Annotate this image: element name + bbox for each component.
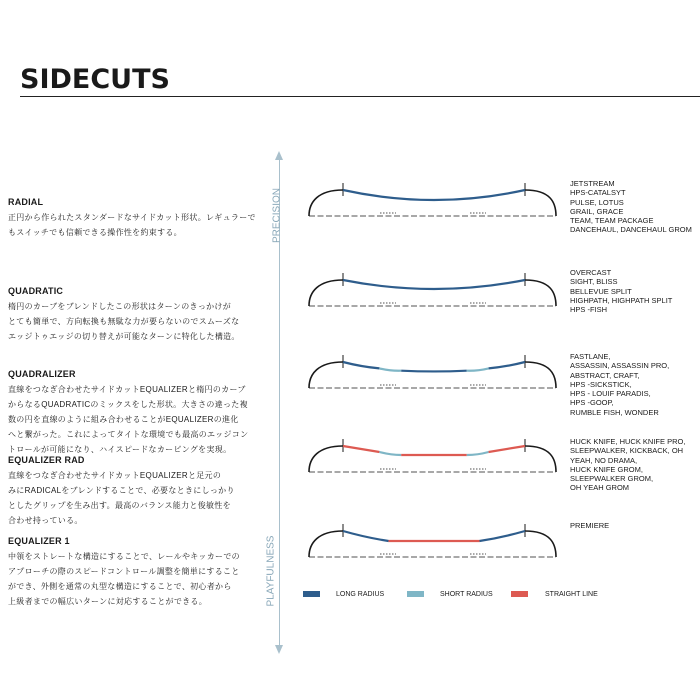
axis-label-precision: PRECISION	[271, 188, 283, 244]
board-tail	[525, 446, 556, 472]
legend-swatch-long-radius	[303, 591, 320, 597]
legend-swatch-straight-line	[511, 591, 528, 597]
model-name: FASTLANE,	[570, 352, 611, 361]
model-name: DANCEHAUL, DANCEHAUL GROM	[570, 225, 692, 235]
model-name: HUCK KNIFE, HUCK KNIFE PRO,	[570, 437, 686, 446]
text-line: ができ、外側を通常の丸型な構造にすることで、初心者から	[8, 582, 232, 591]
sidecut-name: QUADRATIC	[8, 286, 64, 296]
model-name: HPS - LOUIF PARADIS,	[570, 389, 651, 399]
board-tail	[525, 280, 556, 306]
text-line: 楕円のカーブをブレンドしたこの形状はターンのきっかけが	[8, 302, 232, 311]
model-name: HPS-CATALSYT	[570, 188, 626, 198]
sidecut-name: EQUALIZER 1	[8, 536, 70, 546]
sidecut-segment	[343, 446, 379, 452]
sidecut-segment	[379, 452, 401, 455]
text-line: もスイッチでも信頼できる操作性を約束する。	[8, 228, 182, 237]
model-name: OH YEAH GROM	[570, 483, 630, 493]
sidecut-segment	[343, 531, 389, 541]
model-name: HPS -SICKSTICK,	[570, 379, 632, 389]
sidecut-segment	[467, 452, 489, 455]
model-name: HPS -GOOP,	[570, 398, 614, 408]
model-name: SLEEPWALKER, KICKBACK, OH	[570, 446, 684, 456]
models-quadratic	[570, 268, 698, 314]
text-line: 直線をつなぎ合わせたサイドカットEQUALIZERと楕円のカーブ	[8, 385, 246, 394]
text-line: 上級者までの幅広いターンに対応することができる。	[8, 597, 208, 606]
model-name: YEAH, NO DRAMA,	[570, 455, 638, 465]
text-line: 正円から作られたスタンダードなサイドカット形状。レギュラーで	[8, 213, 256, 222]
board-equalizer-1	[309, 524, 556, 557]
board-tip	[309, 190, 343, 216]
model-name: TEAM, TEAM PACKAGE	[570, 216, 654, 226]
text-line: 数の円を直線のように組み合わせることがEQUALIZERの進化	[8, 415, 239, 424]
board-tip	[309, 446, 343, 472]
sidecut-segment	[489, 446, 525, 452]
model-name: PULSE, LOTUS	[570, 197, 624, 207]
sidecut-segment	[379, 368, 401, 370]
board-tail	[525, 362, 556, 388]
axis-label-playfulness: PLAYFULNESS	[265, 535, 277, 607]
page-title: SIDECUTS	[20, 64, 170, 95]
text-line: としたグリップを生み出す。最高のバランス能力と俊敏性を	[8, 501, 231, 510]
sidecut-segment	[467, 368, 489, 370]
model-name: PREMIERE	[570, 521, 610, 530]
board-radial	[309, 183, 556, 216]
text-line: アプローチの際のスピードコントロール調整を簡単にすること	[8, 567, 240, 576]
text-line: トロールが可能になり、ハイスピードなカービングを実現。	[8, 445, 232, 454]
sidecut-name: EQUALIZER RAD	[8, 455, 85, 465]
model-name: OVERCAST	[570, 268, 612, 277]
text-line: みにRADICALをブレンドすることで、必要なときにしっかり	[8, 486, 235, 495]
text-line: 直線をつなぎ合わせたサイドカットEQUALIZERと足元の	[8, 471, 222, 480]
models-quadralizer	[570, 352, 698, 417]
model-name: GRAIL, GRACE	[570, 206, 624, 216]
board-tail	[525, 531, 556, 557]
model-name: JETSTREAM	[570, 179, 615, 188]
text-line: とても簡単で、方向転換も無駄な力が要らないのでスムーズな	[8, 317, 240, 326]
sidecut-segment	[343, 362, 379, 368]
model-name: HIGHPATH, HIGHPATH SPLIT	[570, 295, 673, 305]
legend-label-long-radius: LONG RADIUS	[336, 591, 385, 598]
text-line: エッジトゥエッジの切り替えが可能なターンに特化した構造。	[8, 332, 240, 341]
text-line: 中領をストレートな構造にすることで、レールやキッカーでの	[8, 552, 240, 561]
models-equalizer-rad	[570, 437, 698, 493]
model-name: SIGHT, BLISS	[570, 277, 618, 287]
sidecut-name: RADIAL	[8, 197, 44, 207]
models-equalizer-1	[570, 521, 698, 530]
sidecut-segment	[401, 371, 467, 372]
text-line: へと繋がった。これによってタイトな環境でも最高のエッジコン	[8, 430, 249, 439]
sidecut-segment	[343, 280, 525, 289]
sidecut-segment	[489, 362, 525, 368]
legend-label-short-radius: SHORT RADIUS	[440, 591, 493, 598]
model-name: ABSTRACT, CRAFT,	[570, 370, 640, 380]
model-name: HPS -FISH	[570, 305, 608, 315]
models-radial	[570, 179, 698, 235]
model-name: BELLEVUE SPLIT	[570, 286, 632, 296]
model-name: RUMBLE FISH, WONDER	[570, 407, 659, 417]
model-name: HUCK KNIFE GROM,	[570, 464, 643, 474]
text-line: 合わせ持っている。	[8, 516, 83, 525]
sidecut-segment	[343, 190, 525, 200]
sidecut-name: QUADRALIZER	[8, 369, 76, 379]
board-tip	[309, 531, 343, 557]
board-quadralizer	[309, 355, 556, 388]
board-equalizer-rad	[309, 439, 556, 472]
board-tip	[309, 280, 343, 306]
model-name: ASSASSIN, ASSASSIN PRO,	[570, 361, 670, 371]
legend-swatch-short-radius	[407, 591, 424, 597]
sidecut-segment	[480, 531, 526, 541]
text-line: からなるQUADRATICのミックスをした形状。大きさの違った複	[8, 400, 248, 409]
legend-label-straight-line: STRAIGHT LINE	[545, 591, 598, 598]
board-tail	[525, 190, 556, 216]
board-quadratic	[309, 273, 556, 306]
model-name: SLEEPWALKER GROM,	[570, 474, 654, 484]
board-tip	[309, 362, 343, 388]
